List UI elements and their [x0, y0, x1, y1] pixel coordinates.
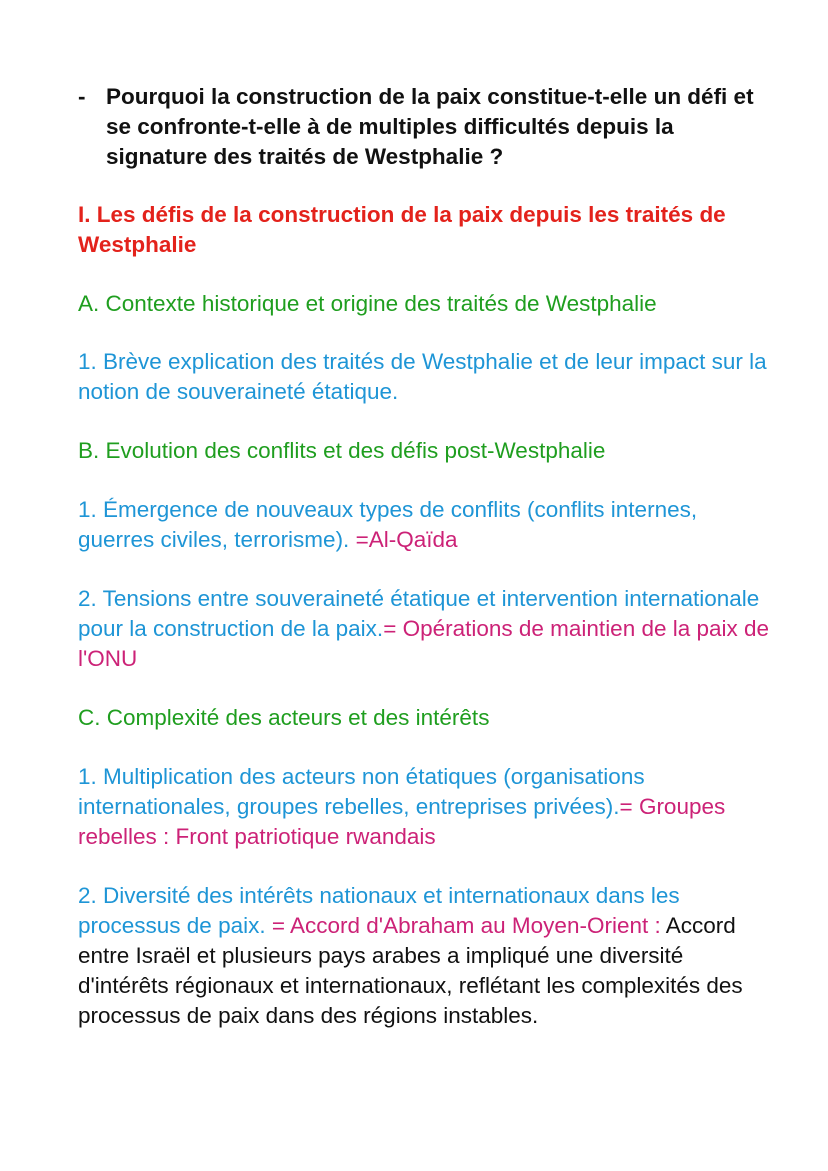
main-question — [78, 82, 778, 172]
section-c-item-1-example: = Groupes rebelles : Front patriotique rwandais — [78, 794, 726, 849]
part-1-heading: I. Les défis de la construction de la paix depuis les traités de Westphalie — [78, 202, 726, 257]
section-c-item-1-text: 1. Multiplication des acteurs non étatiques (organisations internationales, groupes rebelles, entreprises privées). — [78, 764, 645, 819]
section-b-item-2-text: 2. Tensions entre souveraineté étatique et intervention internationale pour la construction de la paix. — [78, 586, 760, 641]
section-a-heading: A. Contexte historique et origine des traités de Westphalie — [78, 291, 657, 316]
section-c-heading: C. Complexité des acteurs et des intérêts — [78, 705, 490, 730]
section-c-item-2-text: 2. Diversité des intérêts nationaux et internationaux dans les processus de paix. — [78, 883, 680, 938]
section-b-heading: B. Evolution des conflits et des défis post-Westphalie — [78, 438, 606, 463]
section-c-item-2 — [78, 881, 778, 1031]
section-b-item-2 — [78, 584, 778, 674]
question-text: Pourquoi la construction de la paix constitue-t-elle un défi et se confronte-t-elle à de multiples difficultés depuis la signature des traités de Westphalie ? — [106, 84, 754, 169]
section-c-item-1 — [78, 762, 778, 852]
section-a-item-1: 1. Brève explication des traités de Westphalie et de leur impact sur la notion de souveraineté étatique. — [78, 349, 767, 404]
section-b-item-1 — [78, 495, 778, 555]
section-b-item-1-example: =Al-Qaïda — [355, 527, 458, 552]
section-b-item-2-example: = Opérations de maintien de la paix de l'ONU — [78, 616, 770, 671]
section-c-item-2-detail: Accord entre Israël et plusieurs pays arabes a impliqué une diversité d'intérêts régionaux et internationaux, reflétant les complexités des processus de paix dans des régions instables. — [78, 913, 743, 1028]
section-c-item-2-example: = Accord d'Abraham au Moyen-Orient : — [271, 913, 661, 938]
bullet-dash: - — [78, 84, 86, 109]
section-b-item-1-text: 1. Émergence de nouveaux types de conflits (conflits internes, guerres civiles, terrorisme). — [78, 497, 698, 552]
